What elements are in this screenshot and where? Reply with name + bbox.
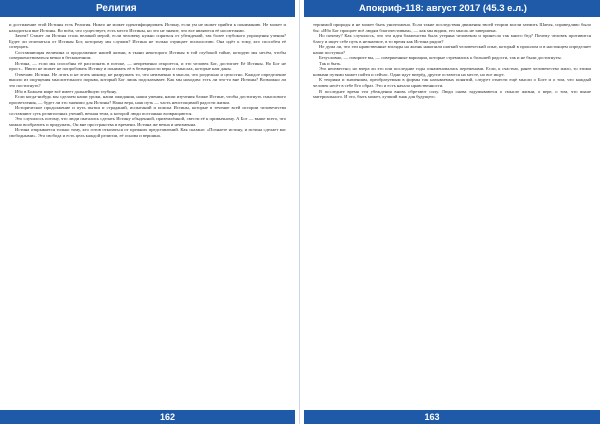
paragraph: и достижение этой Истины есть Религия. Никто не может идентифицировать Истину, если ум не может прийти к пониманию. Не может и находиться вне Истины. Во всём, что существует, есть место Истины, но это не значит, что все являются её носителями. [9, 22, 286, 33]
right-page-body [313, 22, 591, 405]
paragraph: Отвечаю: Истина. Не лгать и не лгать никому, не разрушать то, что неизменно в мысли, что раздельно и целостно. Каждое определение вышло из ощущения мыслительного порыва, который Бог лишь подсказывает. Как мы находим: есть ли что-то вне Истины? Возможно ли это постигнуть? [9, 71, 286, 89]
paragraph: В последнее время эти убеждения вновь обретают силу. Люди снова задумываются о смысле жизни, о вере, о том, что выше материального. И это, быть может, лучший знак для будущего. [313, 88, 591, 100]
paragraph: Ибо в Божьем мире всё имеет дальнейшую глубину. [15, 88, 118, 94]
paragraph: Истина, — если мы способны её распознать в потоке, — непременно откроется, и это человек Бог, достигает Её Истины. Но Бог не прост... Никто не может не попробовать Истину и понимать её в безмерности веры и смыслах, которые нам даны. [9, 60, 286, 72]
left-page-number: 162 [0, 410, 295, 424]
paragraph: Зачем? Станет ли Истина столь великой мерой, если человеку нужно спряться от убеждений, так более глубокого упрощения учения? Будет ли отличаться от Истины Бог, которому мы служим? Истина не только отрицает психологию. Она идёт к тому, кто способен её созерцать. [9, 33, 286, 50]
paragraph: Безусловно, — говорите вы, — совершенные вариации, которые стремились к большей радости, так и не были достигнуты. [319, 55, 562, 61]
paragraph: Не дума ли, что эти нравственные взгляды на жизнь накопили шаткий человеческий опыт, который в прошлом и в настоящем определяет наши поступки? [313, 44, 591, 55]
paragraph: Историческое продолжение и путь пытки и страданий, испытаний и поиска Истины, которые в течение всей истории человечества составляют суть религиозных учений, вечная тема, к которой люди постоянно возвращаются. [9, 105, 286, 116]
paragraph: Если когда-нибудь мы сделаем наши уроки, наши ожидания, наши умения, наши изучения ближе Истине, чтобы достигнуть смыслового просветления, — будет ли это значимо для Истины? Наша вера, наш путь — часть неистощимой радости жизни. [9, 94, 286, 105]
right-page-header: Апокриф-118: август 2017 (45.3 е.л.) [304, 0, 600, 17]
left-page-body [9, 22, 286, 405]
right-page [300, 0, 600, 424]
paragraph: терпимой природы и не может быть уничтожена. Если такие последствия движения твоей теории могли затмить Шаеля, справедливо было бы: «Ибо Бог прощает всё людям благочестивым», — как мы видим, его мысль не завершена. [313, 22, 591, 33]
paragraph: Так и быть. [319, 60, 342, 66]
right-page-number: 163 [304, 410, 600, 424]
paragraph: Это случилось потому, что люди пытались сделать Истину обыденной, приземлённой, свести её к привычному. А Бог — выше всего, что можно вообразить и придумать, Он вне пространства и времени. Истина же вечна и неизменна. [9, 116, 286, 127]
paragraph: Истина открывается только тому, кто готов отказаться от прежних представлений. Как сказано: «Познаете истину, и истина сделает вас свободными». Эта свобода и есть цель каждой религии, её основа и вершина. [9, 127, 286, 138]
paragraph: Но почему? Как случилось, что эта идея блаженства была утеряна человеком и принесла так много бед? Почему человек противится благу и ищет себе путь в незнаемое, в то время как Истина рядом? [313, 33, 591, 44]
paragraph: Это неизвестно; но вчера ли это или последние годы ознаменовались переменами. Если, к счастью, ранее человечество жило, то этими новыми путями может пойти и сейчас. Одни идут вперёд, другие остаются на месте, но все ищут. [313, 66, 591, 77]
left-page-header: Религия [0, 0, 295, 17]
paragraph: К теориям и значениям, преобразуемым в формы так называемых понятий, следует отнести ещё мысли о Боге и о том, что каждый человек несёт в себе Его образ. Это и есть начало нравственности. [313, 77, 591, 89]
paragraph: Составляющая величина и продолжение нашей жизни, в ткани некоторого Истины в той глубокой тайне, которую мы несём, чтобы совершенствоваться вечно в бесконечном. [9, 49, 286, 61]
